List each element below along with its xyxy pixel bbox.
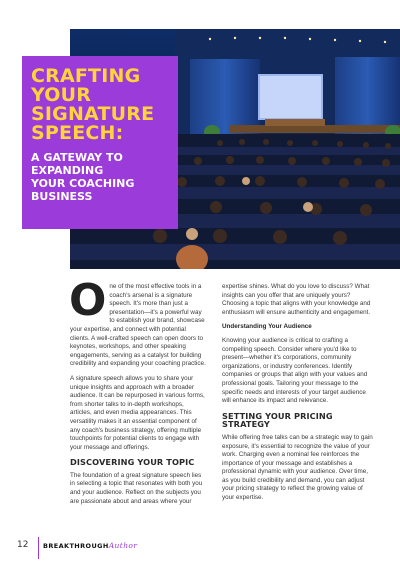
article-title: CRAFTING YOUR SIGNATURE SPEECH:: [31, 65, 155, 144]
heading-pricing-strategy: SETTING YOUR PRICING STRATEGY: [222, 410, 333, 430]
intro-paragraph: [69, 275, 206, 369]
intro-text: ne of the most effective tools in a coach's arsenal is a signature speech. It's more than just a presentation—it's a powerful way to establish your brand, showcase your expertise, and connect with potential clients. A well-crafted speech can open doors to keynotes, workshops, and other speaking engagements, serving as a catalyst for building credibility and expanding your coaching practice.: [70, 283, 206, 368]
brand-bold: BREAKTHROUGH: [43, 542, 109, 550]
brand-script: Author: [108, 541, 138, 550]
brand-logo: [43, 541, 137, 550]
heading-understanding-audience: Understanding Your Audience: [222, 323, 312, 331]
paragraph-5: Knowing your audience is critical to crafting a compelling speech. Consider where you'd like to present—whether it's corporations, community organizations, or industry conferences. Identify companies or groups that align with your values and professional goals. Tailoring your message to the specific needs and interests of your target audience will enhance its impact and relevance.: [222, 336, 368, 405]
right-column: [222, 283, 374, 509]
paragraph-4: expertise shines. What do you love to discuss? What insights can you offer that are uniquely yours? Choosing a topic that aligns with your knowledge and enthusiasm will ensure authenticity and engagement.: [222, 283, 371, 316]
heading-discovering-topic: DISCOVERING YOUR TOPIC: [70, 457, 195, 468]
footer-divider: [38, 537, 39, 559]
drop-cap: O: [69, 275, 107, 326]
title-panel: [22, 56, 178, 229]
left-column: [69, 275, 206, 512]
article-subtitle: A GATEWAY TO EXPANDING YOUR COACHING BUSINESS: [31, 151, 135, 203]
paragraph-2: A signature speech allows you to share your unique insights and approach with a broader audience. It can be repurposed in various forms, from shorter talks to in-depth workshops, articles, and even media appearances. This versatility makes it an essential component of any coach's business strategy, offering multiple touchpoints for potential clients to engage with your message and offerings.: [70, 374, 205, 451]
paragraph-6: While offering free talks can be a strategic way to gain exposure, it's essential to recognize the value of your work. Charging even a nominal fee reinforces the importance of your message and establishes a professional dynamic with your audience. Over time, as you build credibility and demand, you can adjust your pricing strategy to reflect the growing value of your expertise.: [222, 433, 373, 502]
page-number: 12: [17, 540, 29, 550]
paragraph-3: The foundation of a great signature speech lies in selecting a topic that resonates with both you and your audience. Reflect on the subjects you are passionate about and areas where your: [70, 471, 203, 505]
